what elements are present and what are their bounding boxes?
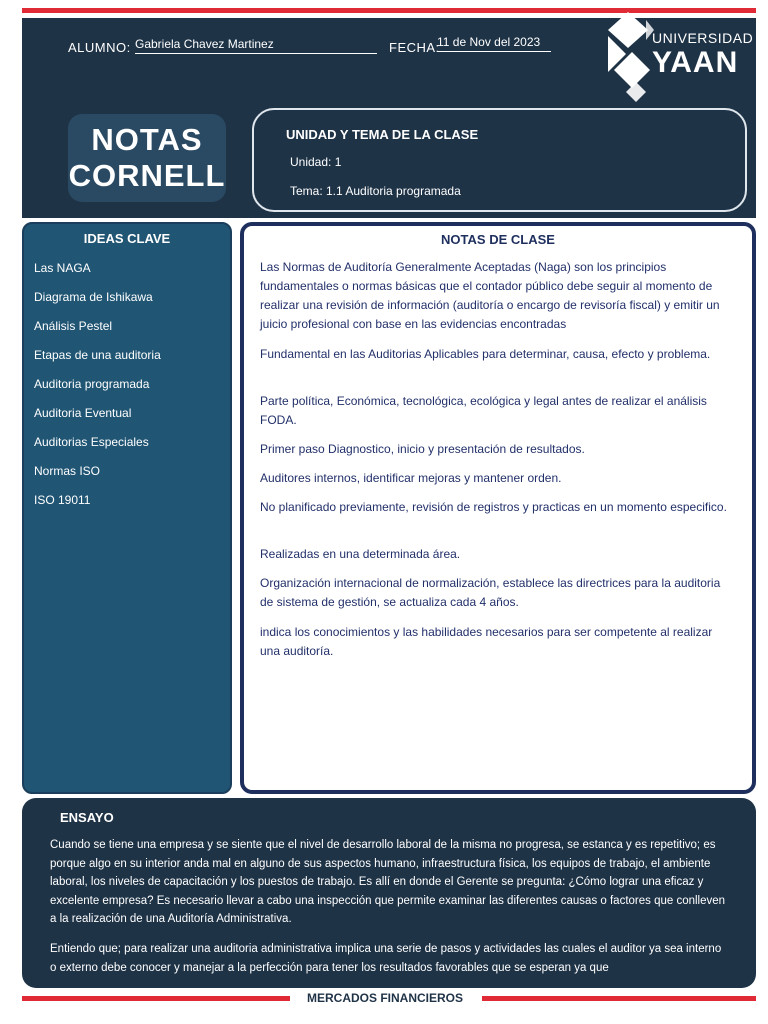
idea-item: ISO 19011 bbox=[34, 493, 91, 507]
note-item: Las Normas de Auditoría Generalmente Aceptadas (Naga) son los principios fundamentales o normas básicas que el contador público debe seguir al momento de realizar una revisión de información (auditoría o encargo de revisoría fiscal) y emitir un juicio profesional con base en las evidencias encontradas bbox=[260, 260, 720, 331]
idea-item: Análisis Pestel bbox=[34, 319, 113, 333]
note-item: indica los conocimientos y las habilidades necesarios para ser competente al realizar una auditoría. bbox=[260, 625, 713, 658]
note-item: Realizadas en una determinada área. bbox=[260, 547, 461, 561]
note-item: Organización internacional de normalización, establece las directrices para la auditoria de sistema de gestión, se actualiza cada 4 años. bbox=[260, 576, 721, 609]
unidad-value: Unidad: 1 bbox=[290, 155, 342, 169]
idea-item: Diagrama de Ishikawa bbox=[34, 290, 153, 304]
badge-line-2: CORNELL bbox=[68, 158, 226, 193]
note-item: Parte política, Económica, tecnológica, ecológica y legal antes de realizar el análisis FODA. bbox=[260, 394, 707, 427]
alumno-value: Gabriela Chavez Martinez bbox=[135, 37, 377, 54]
note-item: No planificado previamente, revisión de registros y practicas en un momento especifico. bbox=[260, 500, 727, 514]
logo-text-yaan: YAAN bbox=[652, 46, 739, 79]
tema-value: Tema: 1.1 Auditoria programada bbox=[290, 184, 461, 198]
idea-item: Auditorias Especiales bbox=[34, 435, 149, 449]
footer-line-left bbox=[22, 996, 290, 1001]
fecha-value: 11 de Nov del 2023 bbox=[437, 35, 551, 52]
idea-item: Etapas de una auditoria bbox=[34, 348, 161, 362]
idea-item: Auditoria Eventual bbox=[34, 406, 132, 420]
logo-text-universidad: UNIVERSIDAD bbox=[652, 30, 754, 46]
idea-item: Auditoria programada bbox=[34, 377, 150, 391]
alumno-label: ALUMNO: bbox=[68, 40, 131, 55]
ideas-clave-title: IDEAS CLAVE bbox=[83, 231, 171, 246]
ensayo-title: ENSAYO bbox=[60, 810, 114, 825]
badge-line-1: NOTAS bbox=[91, 122, 203, 157]
idea-item: Las NAGA bbox=[34, 261, 91, 275]
notas-de-clase-title: NOTAS DE CLASE bbox=[441, 232, 555, 247]
unidad-tema-title: UNIDAD Y TEMA DE LA CLASE bbox=[286, 127, 479, 142]
idea-item: Normas ISO bbox=[34, 464, 101, 478]
note-item: Primer paso Diagnostico, inicio y presentación de resultados. bbox=[260, 442, 585, 456]
footer-line-right bbox=[482, 996, 756, 1001]
notas-cornell-badge bbox=[68, 114, 226, 202]
note-item: Auditores internos, identificar mejoras y mantener orden. bbox=[260, 471, 562, 485]
ideas-clave-panel bbox=[22, 222, 232, 794]
fecha-label: FECHA: bbox=[389, 40, 440, 55]
ensayo-paragraph-2: Entiendo que; para realizar una auditoria administrativa implica una serie de pasos y actividades las cuales el auditor ya sea interno o externo debe conocer y manejar a la perfección para tener los resultados favorables que se esperan ya que bbox=[50, 943, 722, 974]
footer-title: MERCADOS FINANCIEROS bbox=[306, 991, 463, 1005]
note-item: Fundamental en las Auditorias Aplicables para determinar, causa, efecto y problema. bbox=[260, 347, 711, 361]
ensayo-paragraph-1: Cuando se tiene una empresa y se siente que el nivel de desarrollo laboral de la misma no progresa, se estanca y es repetitivo; es porque algo en su interior anda mal en alguno de sus aspectos humano, infraestructura física, los equipos de trabajo, el ambiente laboral, los niveles de capacitación y los puestos de trabajo. Es allí en donde el Gerente se pregunta: ¿Cómo lograr una eficaz y excelente empresa? Es necesario llevar a cabo una inspección que permite examinar las diferentes causas o factores que conlleven a la realización de una Auditoría Administrativa. bbox=[50, 839, 726, 925]
